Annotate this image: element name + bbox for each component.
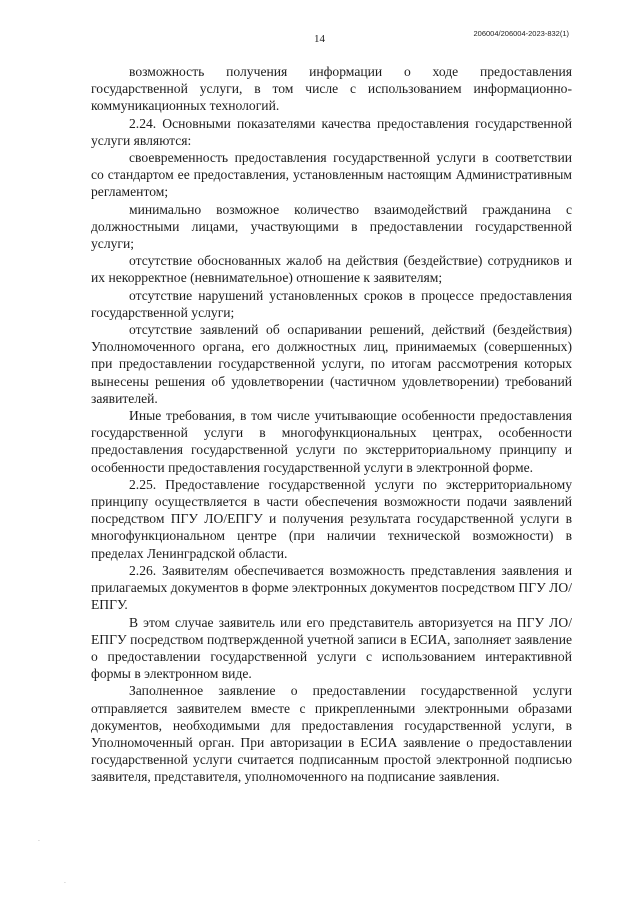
paragraph: 2.24. Основными показателями качества предоставления государственной услуги являются: [91,115,572,148]
page-number: 14 [314,33,325,45]
paragraph: отсутствие обоснованных жалоб на действия (бездействие) сотрудников и их некорректное (невнимательное) отношение к заявителям; [91,253,572,286]
paragraph: Иные требования, в том числе учитывающие особенности предоставления государственной услуги в многофункциональных центрах, особенности предоставления государственной услуги по экстерриториальному принципу и особенности предоставления государственной услуги в электронной форме. [91,408,572,475]
paragraph: своевременность предоставления государственной услуги в соответствии со стандартом ее предоставления, установленным настоящим Административным регламентом; [91,150,572,200]
document-body [91,63,572,786]
paragraph: Заполненное заявление о предоставлении государственной услуги отправляется заявителем вместе с прикрепленными электронными образами документов, необходимыми для предоставления государственной услуги, в Уполномоченный орган. При авторизации в ЕСИА заявление о предоставлении государственной услуги считается подписанным простой электронной подписью заявителя, представителя, уполномоченного на подписание заявления. [91,683,572,785]
paragraph: 2.26. Заявителям обеспечивается возможность представления заявления и прилагаемых документов в форме электронных документов посредством ПГУ ЛО/ЕПГУ. [91,562,572,613]
scan-speck: · [64,880,66,887]
paragraph: отсутствие нарушений установленных сроков в процессе предоставления государственной услуги; [91,287,572,320]
paragraph: минимально возможное количество взаимодействий гражданина с должностными лицами, участвующими в предоставлении государственной услуги; [91,201,572,252]
paragraph: 2.25. Предоставление государственной услуги по экстерриториальному принципу осуществляется в части обеспечения возможности подачи заявлений посредством ПГУ ЛО/ЕПГУ и получения результата государственной услуги в многофункциональном центре (при наличии технической возможности) в пределах Ленинградской области. [91,476,572,561]
paragraph: отсутствие заявлений об оспаривании решений, действий (бездействия) Уполномоченного органа, его должностных лиц, принимаемых (совершенных) при предоставлении государственной услуги, по итогам рассмотрения которых вынесены решения об удовлетворении (частичном удовлетворении) требований заявителей. [91,322,572,406]
paragraph: В этом случае заявитель или его представитель авторизуется на ПГУ ЛО/ЕПГУ посредством подтвержденной учетной записи в ЕСИА, заполняет заявление о предоставлении государственной услуги с использованием интерактивной формы в электронном виде. [91,614,572,682]
paragraph: возможность получения информации о ходе предоставления государственной услуги, в том числе с использованием информационно-коммуникационных технологий. [91,64,572,114]
scan-speck: · [38,838,40,845]
document-id: 206004/206004-2023-832(1) [473,29,569,38]
